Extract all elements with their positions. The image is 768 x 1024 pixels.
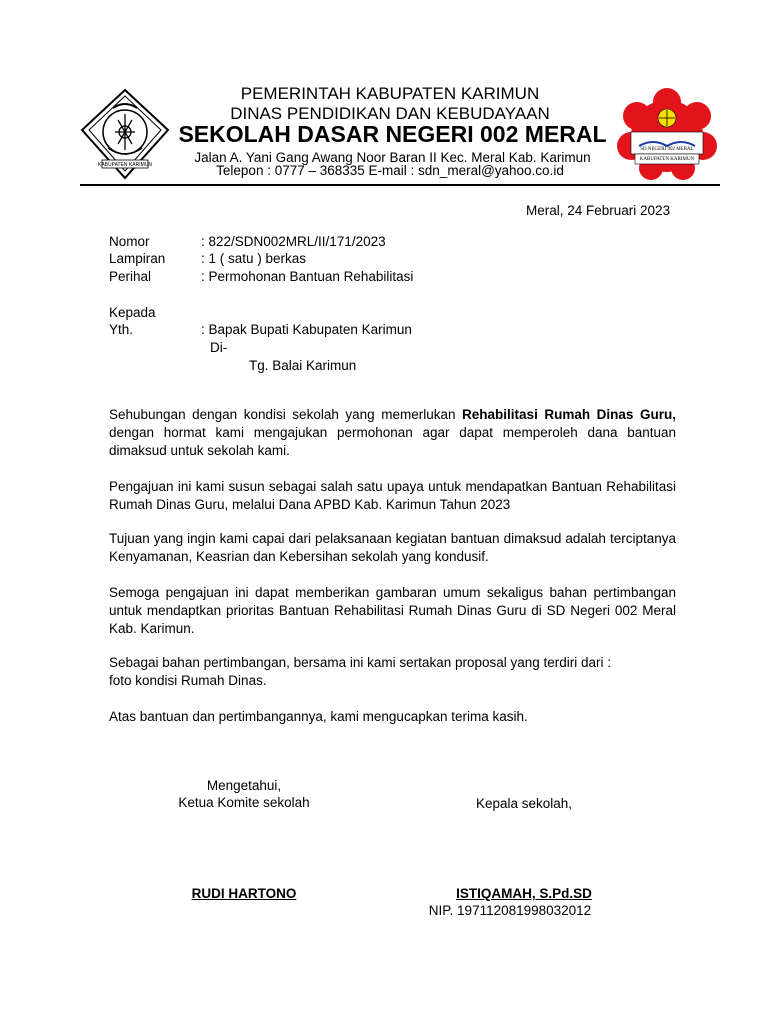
school-name: SEKOLAH DASAR NEGERI 002 MERAL (178, 121, 607, 147)
header-divider (80, 184, 720, 186)
government-title: PEMERINTAH KABUPATEN KARIMUN (240, 84, 540, 103)
paragraph-4: Semoga pengajuan ini dapat memberikan gambaran umum sekaligus bahan pertimbangan untuk mendaptkan prioritas Bantuan Rehabilitasi Rumah Dinas Guru di SD Negeri 002 Meral Kab. Karimun. (109, 585, 676, 636)
letter-date: Meral, 24 Februari 2023 (526, 203, 671, 218)
recipient-di: Di- (210, 340, 228, 355)
left-logo-caption: KABUPATEN KARIMUN (98, 162, 152, 168)
school-logo (617, 88, 717, 180)
right-logo-caption-1: SD NEGERI 002 MERAL (640, 147, 694, 152)
right-logo-caption-2: KABUPATEN KARIMUN (639, 157, 695, 162)
paragraph-5-line-2: foto kondisi Rumah Dinas. (109, 673, 267, 688)
recipient-kepada: Kepada (109, 305, 156, 320)
paragraph-5-line-1: Sebagai bahan pertimbangan, bersama ini kami sertakan proposal yang terdiri dari : (109, 655, 612, 670)
recipient-yth: Yth. (109, 322, 134, 337)
recipient-place: Tg. Balai Karimun (249, 358, 357, 373)
meta-value-perihal: : Permohonan Bantuan Rehabilitasi (201, 269, 414, 284)
meta-label-perihal: Perihal (109, 269, 152, 284)
paragraph-1: Sehubungan dengan kondisi sekolah yang memerlukan Rehabilitasi Rumah Dinas Guru, dengan hormat kami mengajukan permohonan agar dapat memperoleh dana bantuan dimaksud untuk sekolah kami. (109, 407, 676, 458)
meta-value-lampiran: : 1 ( satu ) berkas (201, 251, 307, 266)
sign-left-line-2: Ketua Komite sekolah (178, 795, 310, 810)
sign-left-line-1: Mengetahui, (206, 778, 282, 793)
meta-label-lampiran: Lampiran (109, 251, 166, 266)
sign-right-nip: NIP. 197112081998032012 (428, 903, 592, 918)
school-address: Jalan A. Yani Gang Awang Noor Baran II Kec. Meral Kab. Karimun (194, 150, 591, 165)
paragraph-2: Pengajuan ini kami susun sebagai salah satu upaya untuk mendapatkan Bantuan Rehabilitasi Rumah Dinas Guru, melalui Dana APBD Kab. Karimun Tahun 2023 (109, 479, 676, 512)
recipient-name: : Bapak Bupati Kabupaten Karimun (201, 322, 412, 337)
sign-left-name: RUDI HARTONO (191, 886, 297, 901)
paragraph-1-emphasis: Rehabilitasi Rumah Dinas Guru, (462, 407, 676, 422)
paragraph-3: Tujuan yang ingin kami capai dari pelaksanaan kegiatan bantuan dimaksud adalah terciptanya Kenyamanan, Keasrian dan Kebersihan sekolah yang kondusif. (109, 531, 676, 564)
meta-label-nomor: Nomor (109, 234, 150, 249)
paragraph-6: Atas bantuan dan pertimbangannya, kami mengucapkan terima kasih. (109, 709, 528, 724)
sign-right-title: Kepala sekolah, (475, 796, 573, 811)
school-contact: Telepon : 0777 – 368335 E-mail : sdn_meral@yahoo.co.id (216, 163, 564, 178)
department-title: DINAS PENDIDIKAN DAN KEBUDAYAAN (230, 104, 550, 123)
sign-right-name: ISTIQAMAH, S.Pd.SD (456, 886, 592, 901)
meta-value-nomor: : 822/SDN002MRL/II/171/2023 (201, 234, 386, 249)
